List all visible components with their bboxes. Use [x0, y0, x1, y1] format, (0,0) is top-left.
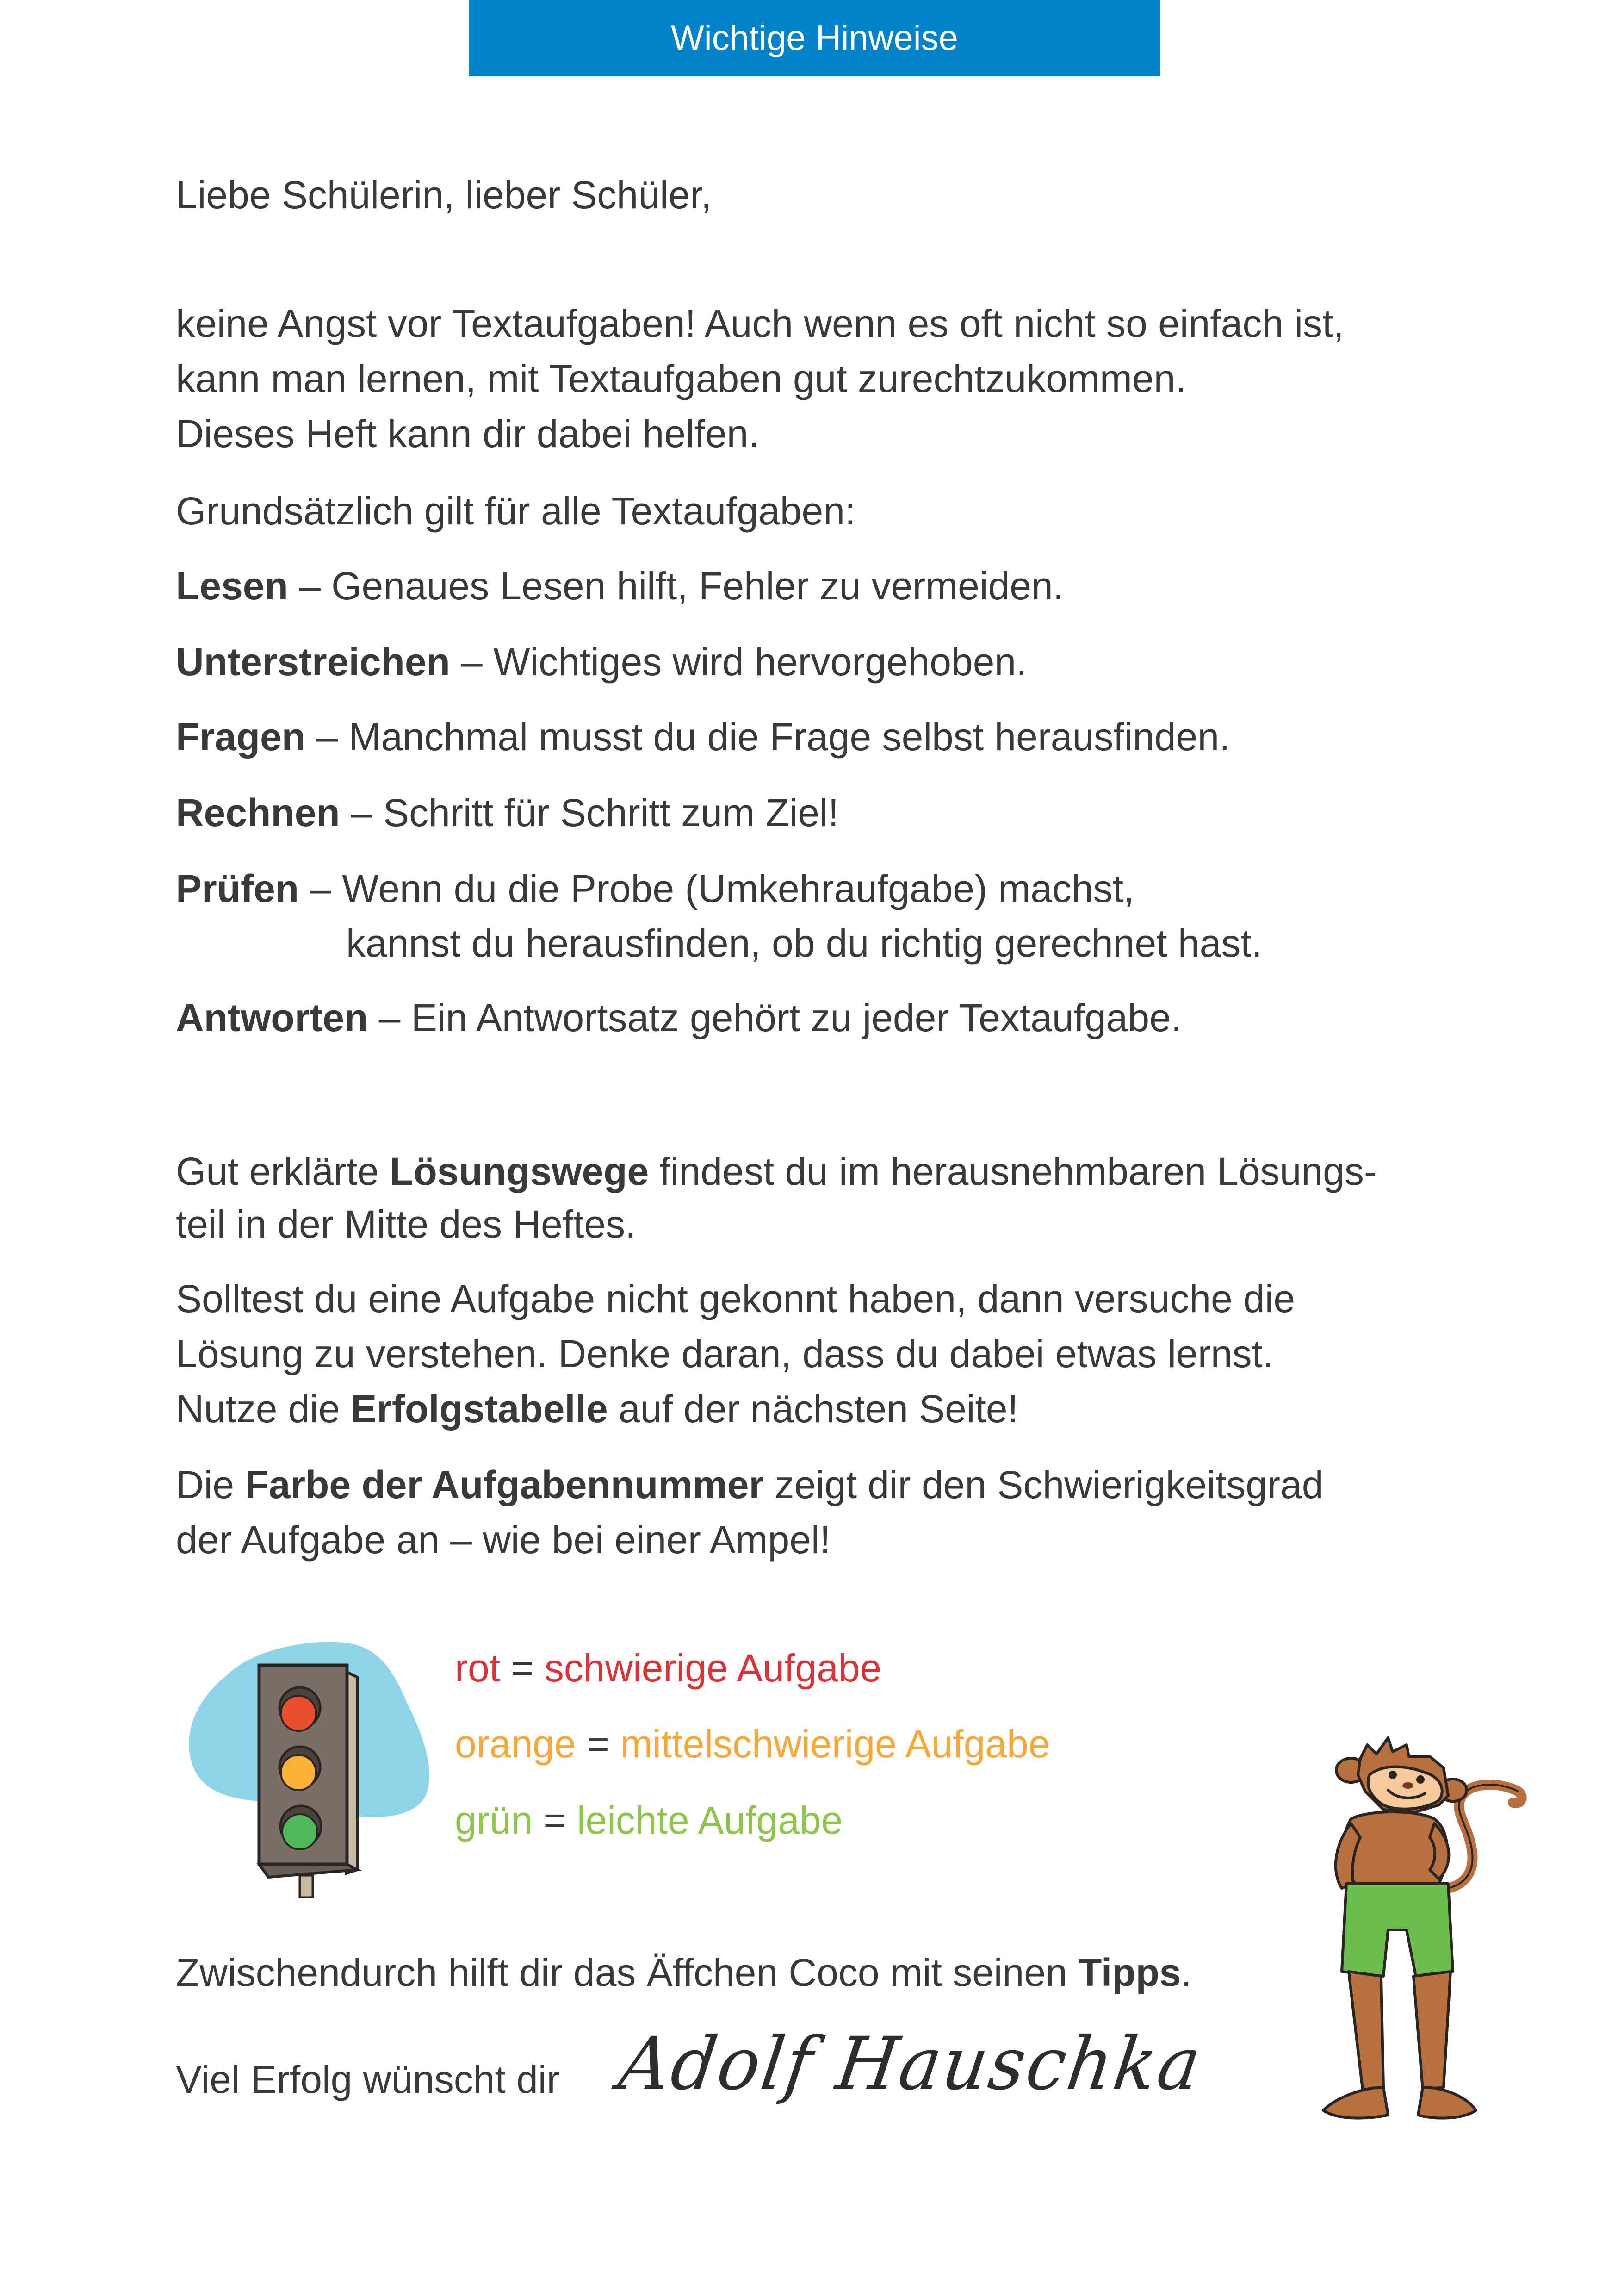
header-banner [469, 0, 1160, 76]
legend-equals: = [500, 1646, 545, 1690]
legend-red [455, 1645, 881, 1691]
rule-text: – Ein Antwortsatz gehört zu jeder Textaufgabe. [368, 996, 1182, 1039]
bold-text: Tipps [1078, 1951, 1181, 1994]
bold-text: Erfolgstabelle [351, 1387, 608, 1431]
page-title: Wichtige Hinweise [671, 19, 958, 58]
rule-antworten [176, 995, 1182, 1041]
legend-color-name: orange [455, 1722, 576, 1766]
rule-term: Antworten [176, 996, 368, 1039]
legend-color-name: rot [455, 1646, 501, 1690]
text: Nutze die [176, 1387, 351, 1431]
text: findest du im herausnehmbaren Lösungs- [649, 1150, 1377, 1193]
rule-unterstreichen [176, 639, 1027, 685]
tips-line [176, 1949, 1192, 1996]
advice-line-3 [176, 1386, 1018, 1432]
text: . [1181, 1951, 1192, 1994]
greeting: Liebe Schülerin, lieber Schüler, [176, 173, 712, 217]
rule-rechnen [176, 790, 839, 836]
legend-color-name: grün [455, 1798, 533, 1842]
advice-line-2: Lösung zu verstehen. Denke daran, dass du dabei etwas lernst. [176, 1332, 1274, 1375]
rule-pruefen [176, 865, 1134, 912]
advice-line-1: Solltest du eine Aufgabe nicht gekonnt haben, dann versuche die [176, 1277, 1296, 1320]
legend-orange [455, 1721, 1050, 1767]
rule-text: – Schritt für Schritt zum Ziel! [340, 791, 839, 834]
solutions-line-2: teil in der Mitte des Heftes. [176, 1202, 636, 1246]
legend-green [455, 1797, 843, 1843]
text: Zwischendurch hilft dir das Äffchen Coco mit seinen [176, 1951, 1079, 1994]
color-note-line-1 [176, 1462, 1323, 1508]
color-note-line-2: der Aufgabe an – wie bei einer Ampel! [176, 1518, 831, 1562]
rule-term: Rechnen [176, 791, 340, 834]
rule-text: – Genaues Lesen hilft, Fehler zu vermeiden. [288, 564, 1064, 608]
bold-text: Farbe der Aufgabennummer [245, 1463, 764, 1506]
legend-meaning: leichte Aufgabe [577, 1798, 843, 1842]
signature: Adolf Hauschka [614, 2022, 1208, 2107]
monkey-coco-icon [1314, 1731, 1536, 2138]
rule-pruefen-continuation: kannst du herausfinden, ob du richtig gerechnet hast. [346, 921, 1262, 965]
rule-text: – Manchmal musst du die Frage selbst herausfinden. [305, 715, 1230, 759]
rule-text: – Wenn du die Probe (Umkehraufgabe) machst, [299, 867, 1134, 910]
rule-term: Lesen [176, 564, 288, 608]
legend-meaning: mittelschwierige Aufgabe [620, 1722, 1050, 1766]
traffic-light-icon [176, 1620, 435, 1898]
text: Gut erklärte [176, 1150, 390, 1193]
rule-lesen [176, 563, 1064, 609]
rule-term: Unterstreichen [176, 640, 450, 684]
legend-meaning: schwierige Aufgabe [544, 1646, 882, 1690]
text: auf der nächsten Seite! [608, 1387, 1018, 1431]
bold-text: Lösungswege [390, 1150, 649, 1193]
text: Die [176, 1463, 245, 1506]
rule-term: Prüfen [176, 867, 299, 910]
solutions-line-1 [176, 1148, 1377, 1195]
legend-equals: = [533, 1798, 577, 1842]
intro-line-3: Dieses Heft kann dir dabei helfen. [176, 412, 759, 455]
closing-text: Viel Erfolg wünscht dir [176, 2058, 560, 2101]
intro-line-2: kann man lernen, mit Textaufgaben gut zurechtzukommen. [176, 357, 1186, 400]
rule-term: Fragen [176, 715, 306, 759]
rules-intro: Grundsätzlich gilt für alle Textaufgaben: [176, 489, 856, 533]
rule-text: – Wichtiges wird hervorgehoben. [450, 640, 1027, 684]
intro-line-1: keine Angst vor Textaufgaben! Auch wenn es oft nicht so einfach ist, [176, 302, 1344, 345]
rule-fragen [176, 714, 1230, 760]
text: zeigt dir den Schwierigkeitsgrad [764, 1463, 1324, 1506]
legend-equals: = [576, 1722, 620, 1766]
